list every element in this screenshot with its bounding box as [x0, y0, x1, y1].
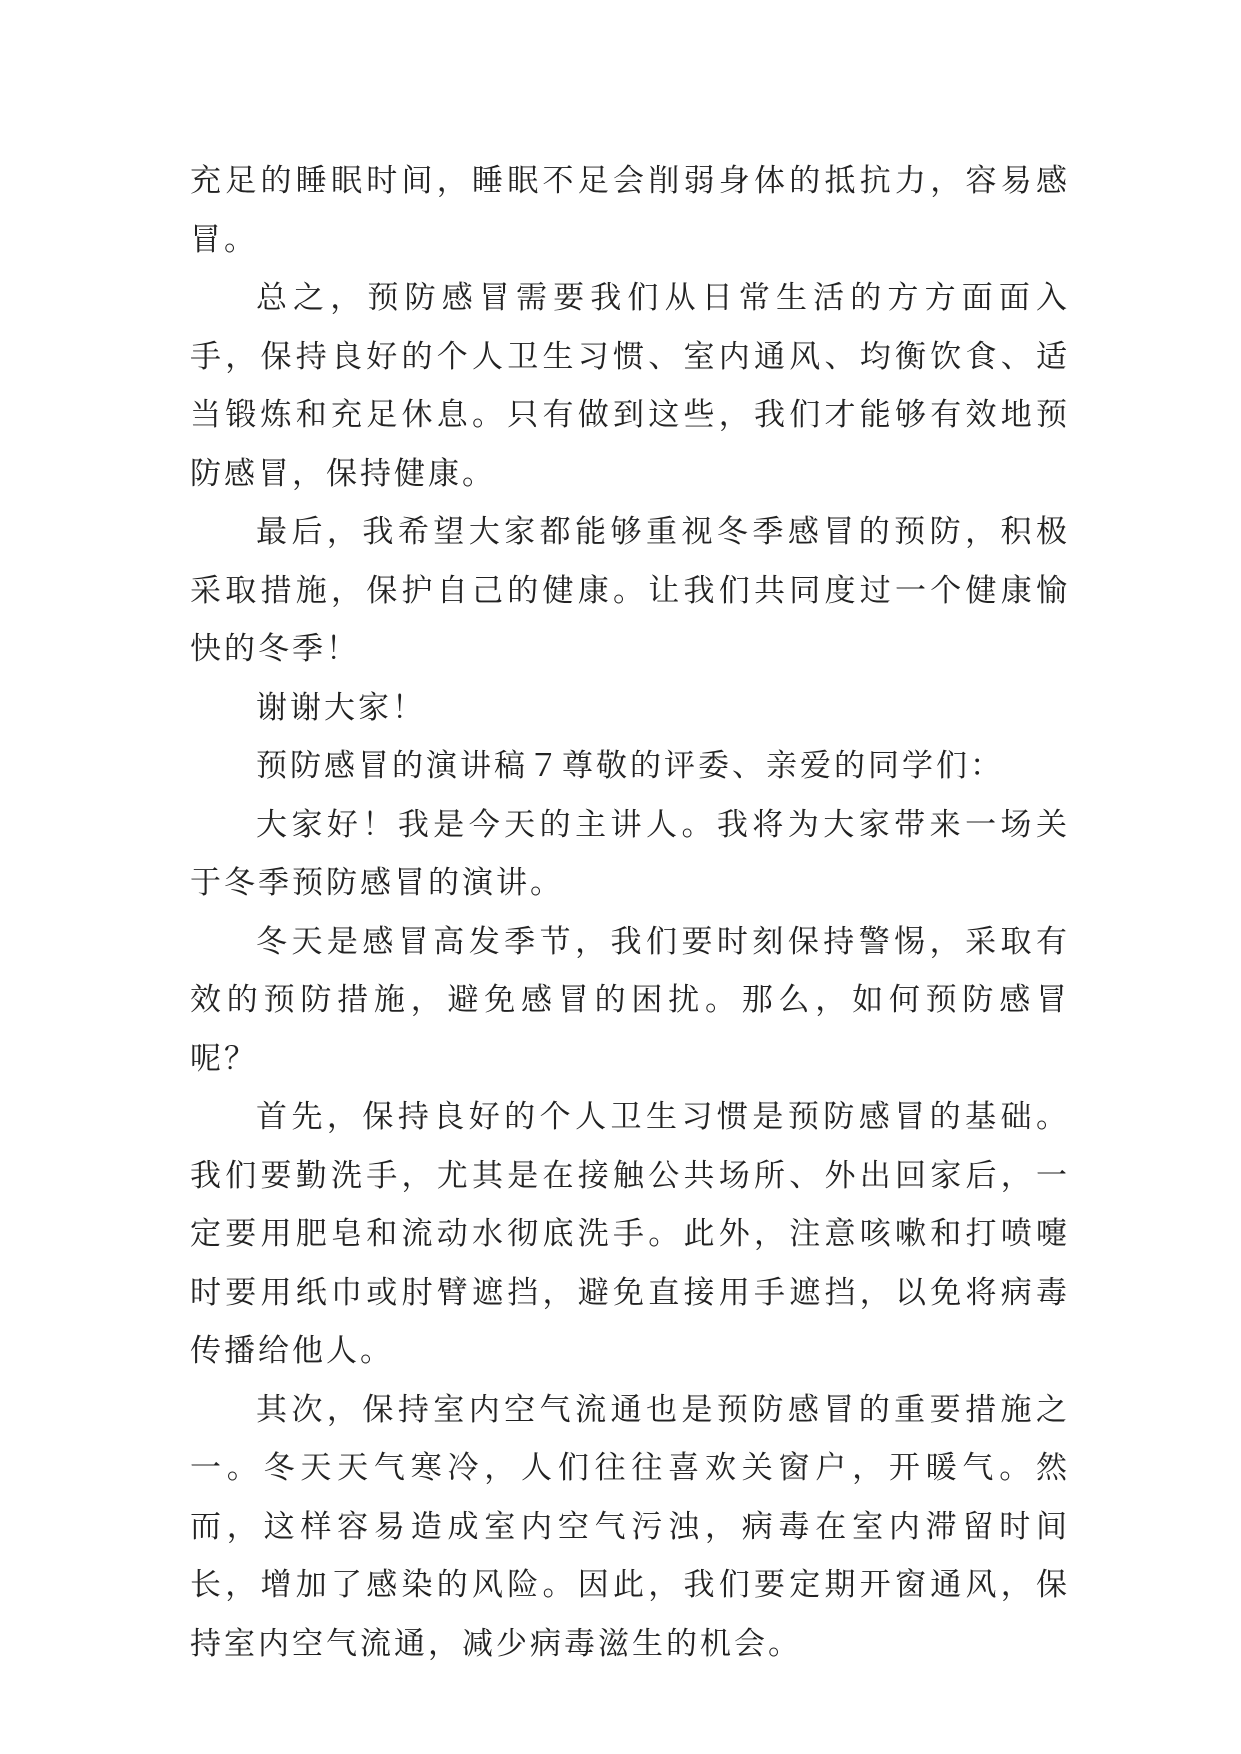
- paragraph-2: 总之，预防感冒需要我们从日常生活的方方面面入手，保持良好的个人卫生习惯、室内通风、均衡饮食、适当锻炼和充足休息。只有做到这些，我们才能够有效地预防感冒，保持健康。: [190, 280, 1070, 492]
- paragraph-9: 其次，保持室内空气流通也是预防感冒的重要措施之一。冬天天气寒冷，人们往往喜欢关窗户，开暖气。然而，这样容易造成室内空气污浊，病毒在室内滞留时间长，增加了感染的风险。因此，我们要定期开窗通风，保持室内空气流通，减少病毒滋生的机会。: [190, 1391, 1070, 1662]
- paragraph-8: 首先，保持良好的个人卫生习惯是预防感冒的基础。我们要勤洗手，尤其是在接触公共场所、外出回家后，一定要用肥皂和流动水彻底洗手。此外，注意咳嗽和打喷嚏时要用纸巾或肘臂遮挡，避免直接用手遮挡，以免将病毒传播给他人。: [190, 1099, 1070, 1369]
- paragraph-5: 预防感冒的演讲稿７尊敬的评委、亲爱的同学们：: [256, 748, 1004, 784]
- document-body: [190, 152, 1070, 1673]
- paragraph-3: 最后，我希望大家都能够重视冬季感冒的预防，积极采取措施，保护自己的健康。让我们共同度过一个健康愉快的冬季！: [190, 514, 1070, 667]
- paragraph-4: 谢谢大家！: [256, 689, 426, 726]
- paragraph-1: 充足的睡眠时间，睡眠不足会削弱身体的抵抗力，容易感冒。: [190, 163, 1070, 258]
- paragraph-6: 大家好！我是今天的主讲人。我将为大家带来一场关于冬季预防感冒的演讲。: [190, 806, 1070, 901]
- paragraph-7: 冬天是感冒高发季节，我们要时刻保持警惕，采取有效的预防措施，避免感冒的困扰。那么，如何预防感冒呢？: [190, 923, 1070, 1077]
